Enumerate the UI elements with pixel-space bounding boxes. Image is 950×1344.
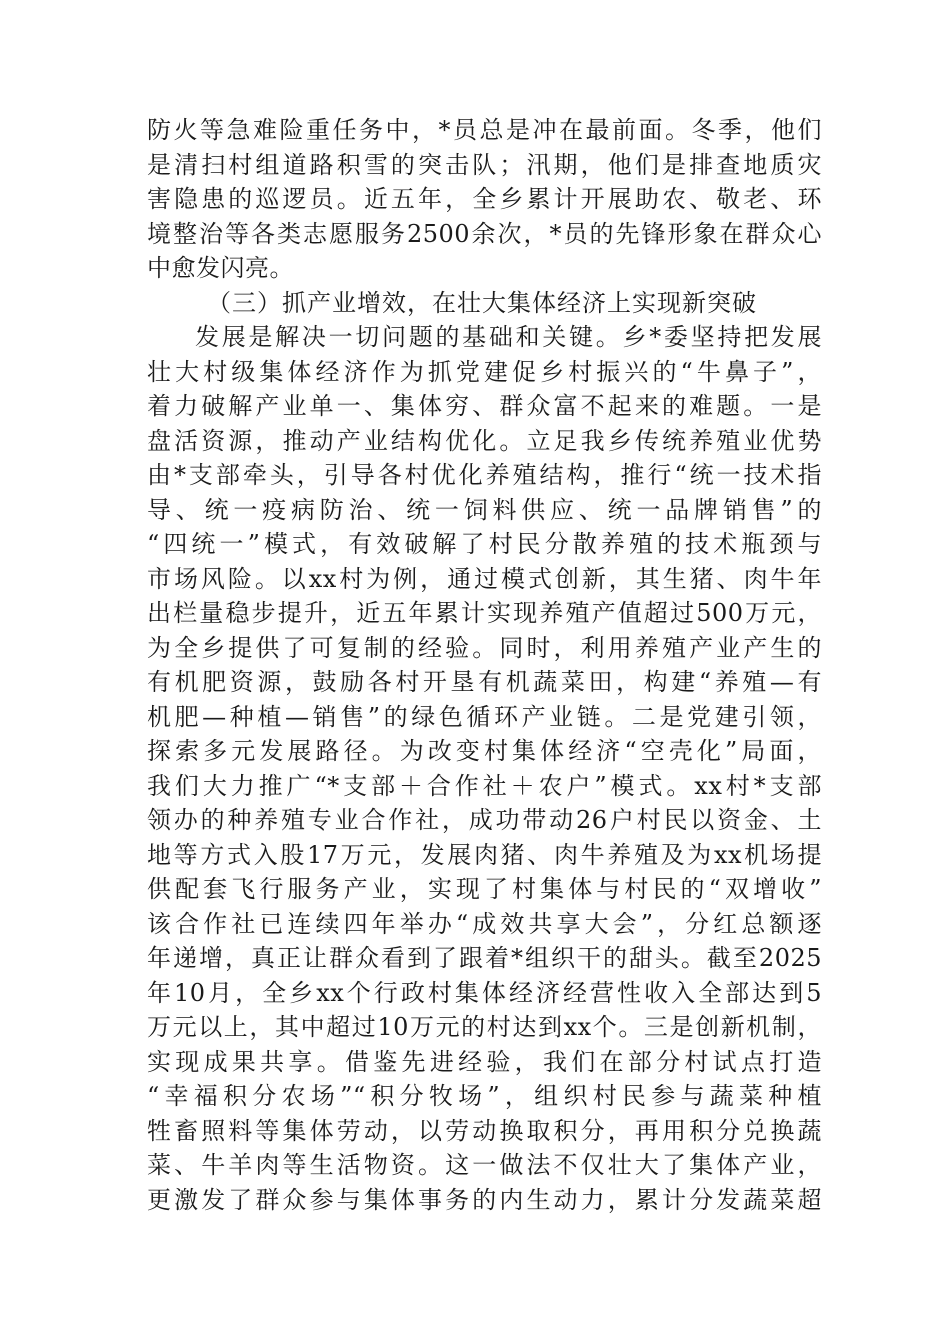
text-line: 牲畜照料等集体劳动，以劳动换取积分，再用积分兑换蔬 [147, 1116, 822, 1145]
text-line: 盘活资源，推动产业结构优化。立足我乡传统养殖业优势 [147, 426, 822, 455]
text-line: 领办的种养殖专业合作社，成功带动26户村民以资金、土 [147, 806, 822, 834]
text-line: 出栏量稳步提升，近五年累计实现养殖产值超过500万元， [147, 599, 822, 627]
text-line: 我们大力推广“*支部＋合作社＋农户”模式。xx村*支部 [147, 771, 822, 800]
text-line: “幸福积分农场”“积分牧场”，组织村民参与蔬菜种植 [147, 1082, 822, 1110]
text-line: 防火等急难险重任务中，*员总是冲在最前面。冬季，他们 [147, 116, 822, 144]
text-line: 该合作社已连续四年举办“成效共享大会”，分红总额逐 [147, 909, 822, 938]
text-line: 中愈发闪亮。 [147, 254, 294, 282]
text-line: 壮大村级集体经济作为抓党建促乡村振兴的“牛鼻子”， [147, 357, 822, 386]
text-line: 实现成果共享。借鉴先进经验，我们在部分村试点打造 [147, 1047, 822, 1076]
text-line: 境整治等各类志愿服务2500余次，*员的先锋形象在群众心 [147, 219, 822, 248]
text-line: 有机肥资源，鼓励各村开垦有机蔬菜田，构建“养殖—有 [147, 668, 822, 696]
text-line: 害隐患的巡逻员。近五年，全乡累计开展助农、敬老、环 [147, 185, 822, 213]
text-line: 发展是解决一切问题的基础和关键。乡*委坚持把发展 [195, 323, 822, 351]
text-line: 地等方式入股17万元，发展肉猪、肉牛养殖及为xx机场提 [147, 840, 822, 869]
text-line: 探索多元发展路径。为改变村集体经济“空壳化”局面， [147, 737, 822, 765]
text-line: 是清扫村组道路积雪的突击队；汛期，他们是排查地质灾 [147, 150, 822, 179]
text-line: 市场风险。以xx村为例，通过模式创新，其生猪、肉牛年 [147, 564, 822, 593]
text-line: “四统一”模式，有效破解了村民分散养殖的技术瓶颈与 [147, 530, 822, 558]
text-line: 由*支部牵头，引导各村优化养殖结构，推行“统一技术指 [147, 461, 822, 489]
text-line: 菜、牛羊肉等生活物资。这一做法不仅壮大了集体产业， [147, 1151, 822, 1179]
text-line: 年10月，全乡xx个行政村集体经济经营性收入全部达到5 [147, 978, 822, 1007]
text-line: 供配套飞行服务产业，实现了村集体与村民的“双增收” [147, 875, 822, 903]
text-line: 更激发了群众参与集体事务的内生动力，累计分发蔬菜超 [147, 1185, 822, 1214]
text-line: 万元以上，其中超过10万元的村达到xx个。三是创新机制， [147, 1013, 822, 1041]
document-page [147, 113, 822, 1217]
text-line: 年递增，真正让群众看到了跟着*组织干的甜头。截至2025 [147, 944, 822, 972]
text-line: 机肥—种植—销售”的绿色循环产业链。二是党建引领， [147, 702, 822, 731]
text-line: 着力破解产业单一、集体穷、群众富不起来的难题。一是 [147, 392, 822, 420]
text-line: 导、统一疫病防治、统一饲料供应、统一品牌销售”的 [147, 495, 822, 524]
paragraph-main [147, 320, 822, 1217]
text-line: 为全乡提供了可复制的经验。同时，利用养殖产业产生的 [147, 633, 822, 662]
section-heading: （三）抓产业增效，在壮大集体经济上实现新突破 [207, 288, 757, 317]
paragraph-previous [147, 113, 822, 286]
